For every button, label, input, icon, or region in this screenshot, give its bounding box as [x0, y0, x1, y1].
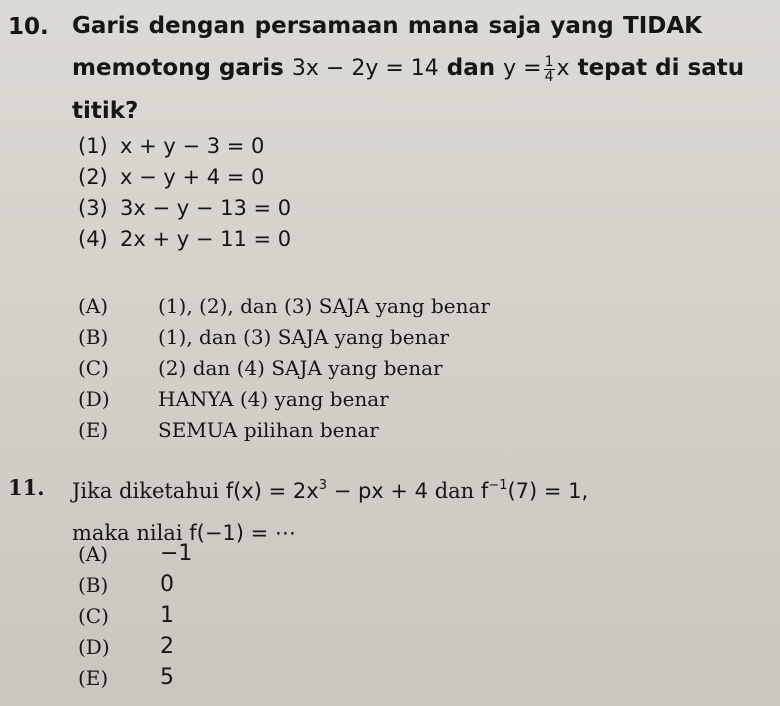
question-line-1: Jika diketahui $f(x) = 2x^3$ − px + 4 dan $f^{-1}(7) = 1$, — [72, 478, 589, 503]
answer-option: (C) 1 — [78, 603, 174, 628]
answer-option: (D) HANYA (4) yang benar — [78, 386, 389, 411]
statement-item: (3) 3x − y − 13 = 0 — [78, 195, 292, 220]
statement-item: (2) x − y + 4 = 0 — [78, 164, 265, 189]
answer-option: (E) SEMUA pilihan benar — [78, 417, 379, 442]
question-number: 10. — [8, 14, 49, 40]
inverse-equation: $f^{-1}(7) = 1$, — [480, 478, 589, 503]
statement-item: (4) 2x + y − 11 = 0 — [78, 226, 292, 251]
target-expression: f(−1) = ⋯ — [189, 521, 296, 545]
answer-options-q10 — [78, 290, 490, 445]
question-text — [72, 5, 744, 132]
equation-line-1: 3x − 2y = 14 — [291, 56, 439, 81]
question-line-2: maka nilai f(−1) = ⋯ — [72, 521, 296, 545]
function-equation: $f(x) = 2x^3$ − px + 4 — [225, 478, 429, 503]
question-line-3: titik? — [72, 98, 139, 124]
question-line-1: Garis dengan persamaan mana saja yang TIDAK — [72, 13, 702, 39]
question-line-2: memotong garis 3x − 2y = 14 dan y = $\frac{1}{4}$ x tepat di satu — [72, 53, 745, 85]
answer-option: (A) −1 — [78, 541, 193, 566]
answer-option: (C) (2) dan (4) SAJA yang benar — [78, 355, 443, 380]
equation-line-2: y = $\frac{1}{4}$ x — [503, 53, 570, 85]
statement-list — [78, 130, 291, 254]
answer-option: (D) 2 — [78, 634, 174, 659]
answer-option: (A) (1), (2), dan (3) SAJA yang benar — [78, 293, 490, 318]
fraction: $\frac{1}{4}$ — [544, 53, 554, 85]
question-10 — [8, 14, 768, 132]
answer-options-q11 — [78, 538, 192, 693]
answer-option: (B) (1), dan (3) SAJA yang benar — [78, 324, 449, 349]
answer-option: (B) 0 — [78, 572, 174, 597]
answer-option: (E) 5 — [78, 665, 174, 690]
statement-item: (1) x + y − 3 = 0 — [78, 133, 265, 158]
question-number: 11. — [8, 475, 45, 500]
